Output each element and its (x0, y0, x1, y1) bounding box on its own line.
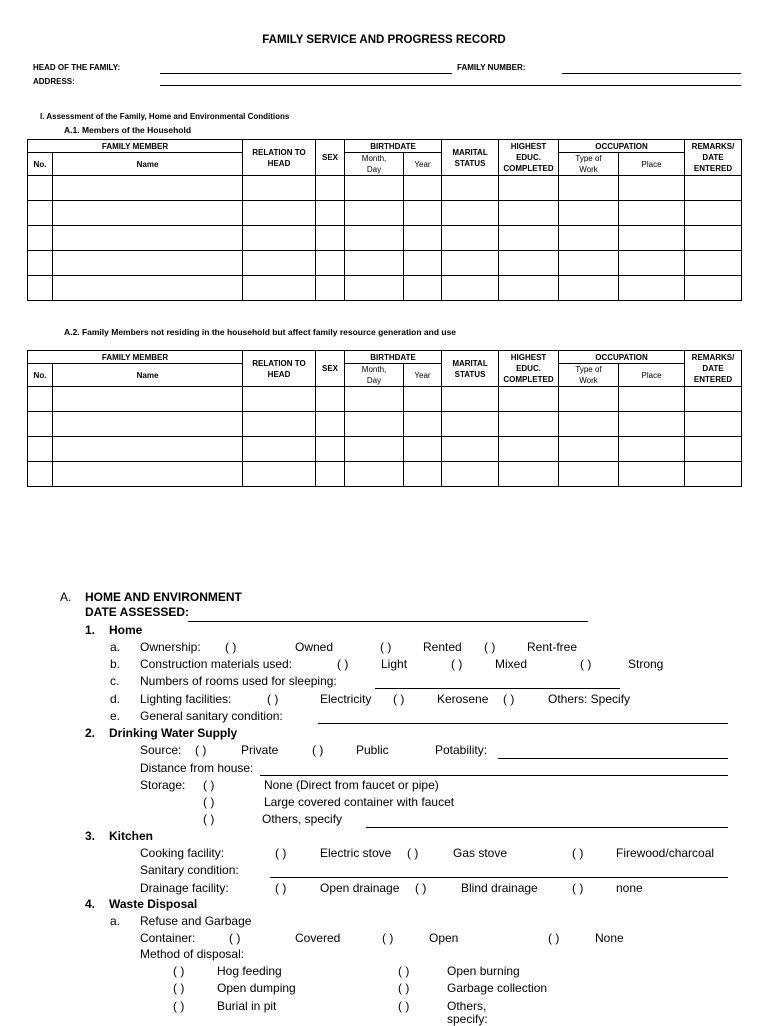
place-header: Place (619, 364, 685, 387)
type-of-work-header: Type of Work (559, 153, 619, 176)
remarks-header: REMARKS/ DATE ENTERED (685, 140, 742, 176)
open-burning-label: Open burning (447, 964, 520, 978)
sanitary-label: General sanitary condition: (140, 709, 283, 723)
table-row[interactable] (28, 462, 742, 487)
electricity-checkbox[interactable]: ( ) (267, 692, 279, 706)
home-title: Home (109, 623, 143, 637)
ownership-label: Ownership: (140, 640, 201, 654)
table-row[interactable] (28, 387, 742, 412)
kitchen-num: 3. (85, 829, 96, 843)
blind-drainage-label: Blind drainage (461, 881, 538, 895)
page-title: FAMILY SERVICE AND PROGRESS RECORD (262, 34, 506, 46)
method-label: Method of disposal: (140, 947, 245, 961)
address-field[interactable] (160, 85, 741, 86)
strong-label: Strong (628, 657, 664, 671)
section-a-letter: A. (60, 590, 72, 604)
storage-others-label: Others, specify (262, 812, 343, 826)
mixed-label: Mixed (495, 657, 528, 671)
open-checkbox[interactable]: ( ) (382, 931, 394, 945)
table-row[interactable] (28, 201, 742, 226)
sex-header: SEX (316, 140, 345, 176)
open-drainage-label: Open drainage (320, 881, 400, 895)
rooms-field[interactable] (375, 688, 620, 689)
light-label: Light (381, 657, 408, 671)
home-d: d. (110, 692, 121, 706)
cooking-label: Cooking facility: (140, 846, 225, 860)
waste-none-label: None (595, 931, 624, 945)
distance-label: Distance from house: (140, 761, 254, 775)
firewood-checkbox[interactable]: ( ) (572, 846, 584, 860)
rentfree-checkbox[interactable]: ( ) (484, 640, 496, 654)
relation-header: RELATION TO HEAD (243, 140, 316, 176)
year-header: Year (404, 153, 442, 176)
open-drainage-checkbox[interactable]: ( ) (275, 881, 287, 895)
private-label: Private (241, 743, 279, 757)
storage-others-field[interactable] (366, 827, 728, 828)
sanitary-field[interactable] (318, 723, 728, 724)
firewood-label: Firewood/charcoal (616, 846, 715, 860)
rented-label: Rented (423, 640, 462, 654)
kitchen-title: Kitchen (109, 829, 154, 843)
no-header: No. (28, 153, 53, 176)
specify-label: specify: (447, 1012, 488, 1026)
month-day-header: Month, Day (345, 153, 404, 176)
family-member-header: FAMILY MEMBER (28, 351, 243, 364)
others-lighting-checkbox[interactable]: ( ) (503, 692, 515, 706)
type-of-work-header: Type of Work (559, 364, 619, 387)
lighting-label: Lighting facilities: (140, 692, 232, 706)
water-title: Drinking Water Supply (109, 726, 238, 740)
name-header: Name (53, 153, 243, 176)
open-dumping-label: Open dumping (217, 981, 296, 995)
relation-header: RELATION TO HEAD (243, 351, 316, 387)
home-a: a. (110, 640, 121, 654)
light-checkbox[interactable]: ( ) (337, 657, 349, 671)
rentfree-label: Rent-free (527, 640, 578, 654)
head-of-family-label: HEAD OF THE FAMILY: (33, 63, 121, 72)
burial-checkbox[interactable]: ( ) (173, 999, 185, 1013)
waste-num: 4. (85, 897, 96, 911)
storage-large-label: Large covered container with faucet (264, 795, 455, 809)
distance-field[interactable] (260, 775, 728, 776)
family-member-header: FAMILY MEMBER (28, 140, 243, 153)
source-label: Source: (140, 743, 182, 757)
storage-none-label: None (Direct from faucet or pipe) (264, 778, 439, 792)
others-disposal-label: Others, (447, 999, 487, 1013)
name-header: Name (53, 364, 243, 387)
public-label: Public (356, 743, 389, 757)
drainage-none-label: none (616, 881, 643, 895)
home-c: c. (110, 674, 120, 688)
electric-stove-label: Electric stove (320, 846, 392, 860)
a1-title: A.1. Members of the Household (64, 125, 192, 135)
kerosene-checkbox[interactable]: ( ) (393, 692, 405, 706)
year-header: Year (404, 364, 442, 387)
blind-drainage-checkbox[interactable]: ( ) (415, 881, 427, 895)
kitchen-sanitary-field[interactable] (270, 877, 728, 878)
burial-label: Burial in pit (217, 999, 277, 1013)
family-number-field[interactable] (562, 73, 741, 74)
birthdate-header: BIRTHDATE (345, 140, 442, 153)
storage-none-checkbox[interactable]: ( ) (203, 778, 215, 792)
owned-label: Owned (295, 640, 334, 654)
kerosene-label: Kerosene (437, 692, 489, 706)
owned-checkbox[interactable]: ( ) (225, 640, 237, 654)
construction-label: Construction materials used: (140, 657, 293, 671)
family-number-label: FAMILY NUMBER: (457, 63, 526, 72)
electricity-label: Electricity (320, 692, 372, 706)
date-assessed-field[interactable] (188, 621, 588, 622)
occupation-header: OCCUPATION (559, 351, 685, 364)
open-dumping-checkbox[interactable]: ( ) (173, 981, 185, 995)
garbage-collection-label: Garbage collection (447, 981, 548, 995)
gas-stove-label: Gas stove (453, 846, 508, 860)
waste-none-checkbox[interactable]: ( ) (548, 931, 560, 945)
table-row[interactable] (28, 412, 742, 437)
table-row[interactable] (28, 251, 742, 276)
waste-a: a. (110, 914, 121, 928)
occupation-header: OCCUPATION (559, 140, 685, 153)
birthdate-header: BIRTHDATE (345, 351, 442, 364)
education-header: HIGHEST EDUC. COMPLETED (499, 351, 559, 387)
month-day-header: Month, Day (345, 364, 404, 387)
refuse-label: Refuse and Garbage (140, 914, 252, 928)
garbage-collection-checkbox[interactable]: ( ) (398, 981, 410, 995)
public-checkbox[interactable]: ( ) (312, 743, 324, 757)
private-checkbox[interactable]: ( ) (195, 743, 207, 757)
others-disposal-checkbox[interactable]: ( ) (398, 999, 410, 1013)
drainage-none-checkbox[interactable]: ( ) (572, 881, 584, 895)
home-b: b. (110, 657, 121, 671)
open-burning-checkbox[interactable]: ( ) (398, 964, 410, 978)
mixed-checkbox[interactable]: ( ) (451, 657, 463, 671)
container-label: Container: (140, 931, 196, 945)
storage-others-checkbox[interactable]: ( ) (203, 812, 215, 826)
place-header: Place (619, 153, 685, 176)
covered-label: Covered (295, 931, 341, 945)
education-header: HIGHEST EDUC. COMPLETED (499, 140, 559, 176)
home-env-title: HOME AND ENVIRONMENT (85, 590, 242, 604)
kitchen-sanitary-label: Sanitary condition: (140, 863, 239, 877)
table-row[interactable] (28, 437, 742, 462)
remarks-header: REMARKS/ DATE ENTERED (685, 351, 742, 387)
open-label: Open (429, 931, 459, 945)
strong-checkbox[interactable]: ( ) (580, 657, 592, 671)
storage-large-checkbox[interactable]: ( ) (203, 795, 215, 809)
home-e: e. (110, 709, 121, 723)
hog-label: Hog feeding (217, 964, 282, 978)
address-label: ADDRESS: (33, 77, 75, 86)
potability-field[interactable] (498, 758, 728, 759)
sex-header: SEX (316, 351, 345, 387)
marital-header: MARITAL STATUS (442, 351, 499, 387)
table-row[interactable] (28, 226, 742, 251)
no-header: No. (28, 364, 53, 387)
a2-title: A.2. Family Members not residing in the household but affect family resource generation and use (64, 327, 457, 337)
home-num: 1. (85, 623, 96, 637)
waste-title: Waste Disposal (109, 897, 198, 911)
date-assessed-label: DATE ASSESSED: (85, 605, 190, 619)
others-lighting-label: Others: Specify (548, 692, 631, 706)
drainage-label: Drainage facility: (140, 881, 229, 895)
head-of-family-field[interactable] (160, 73, 452, 74)
water-num: 2. (85, 726, 96, 740)
rented-checkbox[interactable]: ( ) (380, 640, 392, 654)
hog-checkbox[interactable]: ( ) (173, 964, 185, 978)
table-row[interactable] (28, 176, 742, 201)
marital-header: MARITAL STATUS (442, 140, 499, 176)
household-members-table (27, 139, 742, 301)
covered-checkbox[interactable]: ( ) (229, 931, 241, 945)
gas-stove-checkbox[interactable]: ( ) (407, 846, 419, 860)
section-1-title: I. Assessment of the Family, Home and Environmental Conditions (40, 112, 290, 121)
potability-label: Potability: (435, 743, 488, 757)
table-row[interactable] (28, 276, 742, 301)
rooms-label: Numbers of rooms used for sleeping: (140, 674, 337, 688)
storage-label: Storage: (140, 778, 186, 792)
nonresident-members-table (27, 350, 742, 487)
electric-stove-checkbox[interactable]: ( ) (275, 846, 287, 860)
